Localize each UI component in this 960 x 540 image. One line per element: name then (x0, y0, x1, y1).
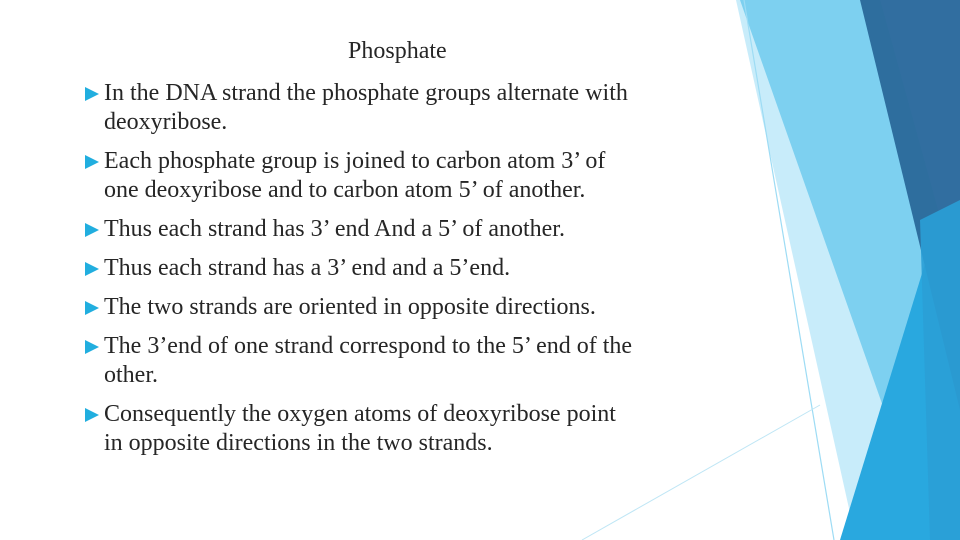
arrow-bullet-icon (80, 295, 106, 321)
bullet-item (80, 254, 780, 283)
bullet-text-line: Thus each strand has 3’ end And a 5’ of another. (104, 216, 565, 242)
bullet-text-line: Consequently the oxygen atoms of deoxyribose point (104, 401, 616, 427)
slide-title: Phosphate (348, 38, 447, 64)
bullet-text-line: Each phosphate group is joined to carbon atom 3’ of (104, 148, 606, 174)
bullet-item (80, 332, 780, 390)
bullet-item (80, 293, 780, 322)
arrow-bullet-icon (80, 81, 106, 107)
bullet-text-line: In the DNA strand the phosphate groups alternate with (104, 80, 628, 106)
bullet-text-line: deoxyribose. (104, 109, 228, 135)
bullet-text-line: in opposite directions in the two strands. (104, 430, 493, 456)
bullet-item (80, 79, 780, 137)
bullet-text-line: The 3’end of one strand correspond to the 5’ end of the (104, 333, 633, 359)
bullet-item (80, 215, 780, 244)
bullet-text-line: The two strands are oriented in opposite directions. (104, 294, 596, 320)
bullet-item (80, 147, 780, 205)
bullet-text-line: Thus each strand has a 3’ end and a 5’end. (104, 255, 511, 281)
arrow-bullet-icon (80, 149, 106, 175)
bullet-text-line: other. (104, 362, 158, 388)
bullet-text-line: one deoxyribose and to carbon atom 5’ of another. (104, 177, 586, 203)
arrow-bullet-icon (80, 217, 106, 243)
arrow-bullet-icon (80, 402, 106, 428)
arrow-bullet-icon (80, 334, 106, 360)
bullet-item (80, 400, 780, 458)
arrow-bullet-icon (80, 256, 106, 282)
